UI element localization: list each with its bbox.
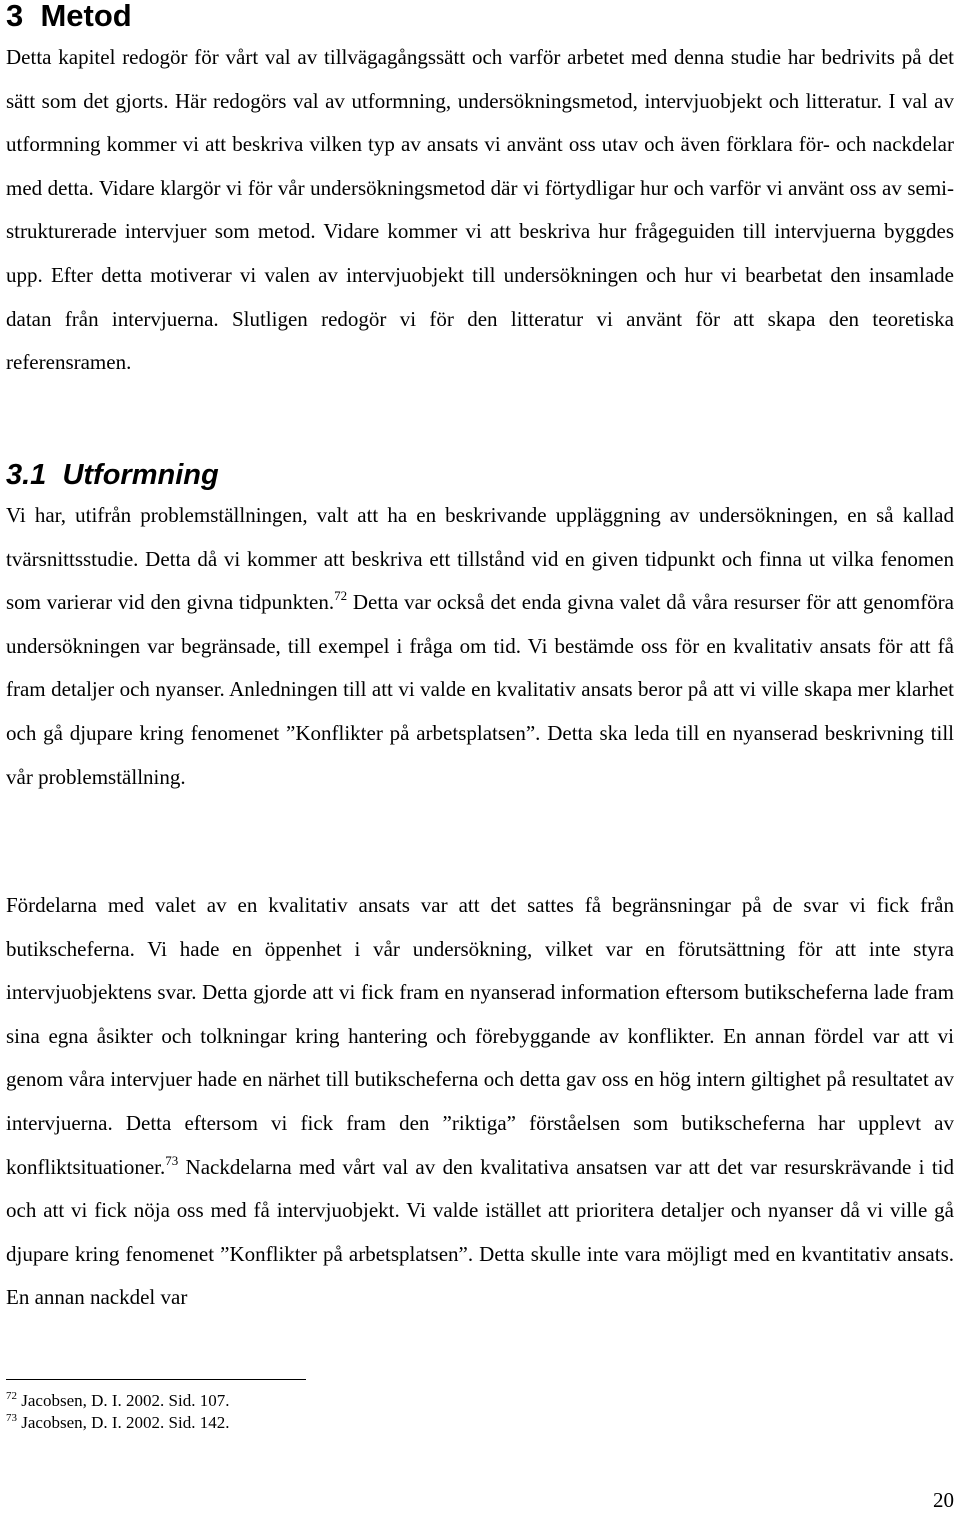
section-paragraph-1-text-a: Vi har, utifrån problemställningen, valt att ha en beskrivande uppläggning av undersökningen, en så kallad tvärsnittsstudie. Detta då vi kommer att beskriva ett tillstånd vid en given tidpunkt och finna ut vilka fenomen som varierar vid den givna tidpunkten. xyxy=(6,503,954,615)
footnote-text: Jacobsen, D. I. 2002. Sid. 142. xyxy=(21,1413,230,1432)
footnotes xyxy=(6,1390,606,1434)
footnote-number: 73 xyxy=(6,1412,17,1424)
section-paragraph-2-text-a: Fördelarna med valet av en kvalitativ ansats var att det sattes få begränsningar på de svar vi fick från butikscheferna. Vi hade en öppenhet i vår undersökning, vilket var en förutsättning för att inte styra intervjuobjektens svar. Detta gjorde att vi fick fram en nyanserad information eftersom butikscheferna lade fram sina egna åsikter och tolkningar kring hantering och förebyggande av konflikter. En annan fördel var att vi genom våra intervjuer hade en närhet till butikscheferna och detta gav oss en hög intern giltighet på resultatet av intervjuerna. Detta eftersom vi fick fram den ”riktiga” förståelsen som butikscheferna har upplevt av konfliktsituationer. xyxy=(6,893,954,1179)
footnote-72 xyxy=(6,1390,606,1412)
footnote-73 xyxy=(6,1412,606,1434)
page-number: 20 xyxy=(933,1488,954,1512)
section-paragraph-1-text-b: Detta var också det enda givna valet då våra resurser för att genomföra undersökningen var begränsade, till exempel i fråga om tid. Vi bestämde oss för en kvalitativ ansats för att få fram detaljer och nyanser. Anledningen till att vi valde en kvalitativ ansats beror på att vi ville skapa mer klarhet och gå djupare kring fenomenet ”Konflikter på arbetsplatsen”. Detta ska leda till en nyanserad beskrivning till vår problemställning. xyxy=(6,590,954,789)
section-heading xyxy=(6,455,219,495)
footnote-ref-72[interactable]: 72 xyxy=(334,588,348,604)
section-paragraph-1 xyxy=(6,494,954,799)
footnote-separator xyxy=(6,1379,306,1380)
section-paragraph-2-text-b: Nackdelarna med vårt val av den kvalitativa ansatsen var att det var resurskrävande i tid och att vi fick nöja oss med få intervjuobjekt. Vi valde istället att prioritera detaljer och nyanser då vi ville gå djupare kring fenomenet ”Konflikter på arbetsplatsen”. Detta skulle inte vara möjligt med en kvantitativ ansats. En annan nackdel var xyxy=(6,1154,954,1310)
chapter-title: Metod xyxy=(40,0,132,33)
footnote-ref-73[interactable]: 73 xyxy=(165,1152,179,1168)
chapter-heading xyxy=(6,0,132,38)
section-paragraph-2 xyxy=(6,884,954,1320)
footnote-number: 72 xyxy=(6,1390,17,1402)
section-number: 3.1 xyxy=(6,459,47,491)
intro-paragraph: Detta kapitel redogör för vårt val av tillvägagångssätt och varför arbetet med denna studie har bedrivits på det sätt som det gjorts. Här redogörs val av utformning, undersökningsmetod, intervjuobjekt och litteratur. I val av utformning kommer vi att beskriva vilken typ av ansats vi använt oss utav och även förklara för- och nackdelar med detta. Vidare klargör vi för vår undersökningsmetod där vi förtydligar hur och varför vi använt oss av semi-strukturerade intervjuer som metod. Vidare kommer vi att beskriva hur frågeguiden till intervjuerna byggdes upp. Efter detta motiverar vi valen av intervjuobjekt till undersökningen och hur vi bearbetat den insamlade datan från intervjuerna. Slutligen redogör vi för den litteratur vi använt för att skapa den teoretiska referensramen. xyxy=(6,45,954,375)
footnote-text: Jacobsen, D. I. 2002. Sid. 107. xyxy=(21,1391,230,1410)
chapter-number: 3 xyxy=(6,0,24,33)
section-title: Utformning xyxy=(62,459,219,491)
